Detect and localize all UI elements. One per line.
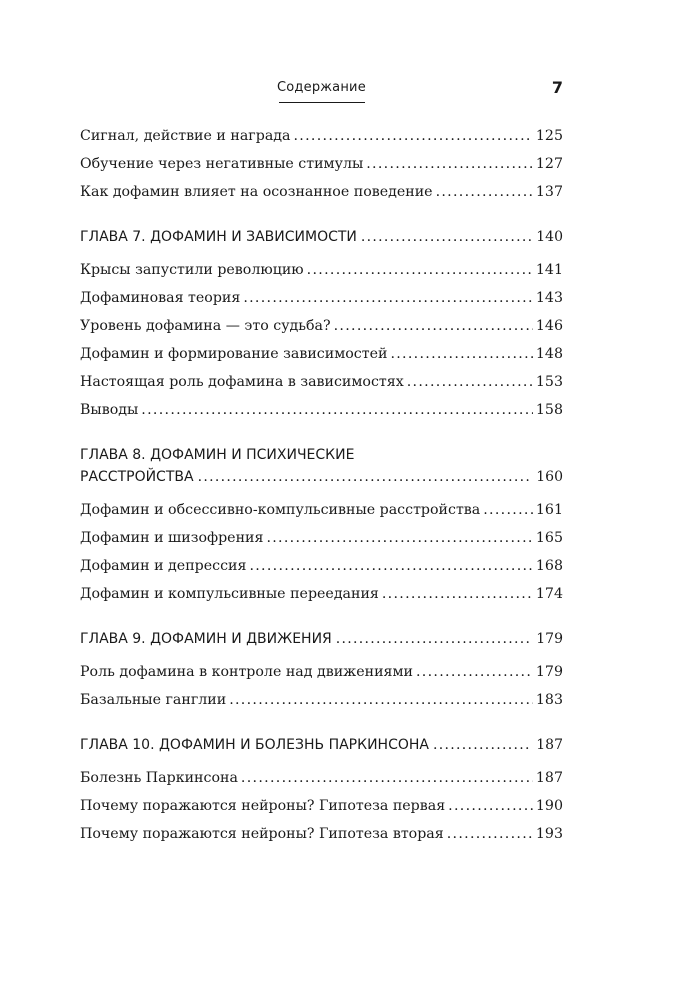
running-title-rule [279,102,365,103]
toc-leader-dots [249,554,532,579]
toc-entry-page: 179 [535,664,563,680]
toc-chapter-page: 140 [536,229,563,245]
toc-entry[interactable] [80,314,563,339]
toc-entry-title: Дофамин и депрессия [80,558,247,574]
toc-entry-title: Базальные ганглии [80,692,227,708]
toc-entry-title: Дофамин и обсессивно-компульсивные расстройства [80,502,481,518]
toc-entry-page: 127 [535,156,563,172]
toc-entry[interactable] [80,688,563,713]
toc-leader-dots [483,498,533,523]
toc-chapter-10[interactable] [80,734,563,756]
toc-leader-dots [390,342,532,367]
toc-entry[interactable] [80,554,563,579]
toc-leader-dots [382,582,533,607]
toc-entry-page: 165 [535,530,563,546]
toc-entry[interactable] [80,152,563,177]
toc-leader-dots [241,766,533,791]
toc-entry-title: Дофаминовая теория [80,290,241,306]
toc-group-chapter9 [80,660,563,713]
toc-chapter-page: 179 [536,631,563,647]
toc-entry-page: 183 [535,692,563,708]
toc-entry[interactable] [80,398,563,423]
toc-leader-dots [407,370,533,395]
toc-leader-dots [198,466,533,488]
table-of-contents [80,124,563,850]
toc-entry-title: Болезнь Паркинсона [80,770,238,786]
toc-leader-dots [447,822,533,847]
running-title: Содержание [277,80,366,95]
toc-entry-page: 153 [535,374,563,390]
toc-leader-dots [366,152,533,177]
toc-entry[interactable] [80,660,563,685]
toc-entry[interactable] [80,794,563,819]
toc-entry-title: Обучение через негативные стимулы [80,156,364,172]
toc-entry[interactable] [80,342,563,367]
toc-entry-title: Уровень дофамина — это судьба? [80,318,331,334]
toc-leader-dots [416,660,533,685]
toc-entry-page: 141 [535,262,563,278]
toc-chapter-7[interactable] [80,226,563,248]
toc-entry-page: 190 [535,798,563,814]
toc-chapter-title-line1: ГЛАВА 8. ДОФАМИН И ПСИХИЧЕСКИЕ [80,447,355,463]
toc-entry-page: 187 [535,770,563,786]
toc-entry-title: Настоящая роль дофамина в зависимостях [80,374,404,390]
page-number: 7 [551,78,563,97]
toc-entry[interactable] [80,124,563,149]
toc-leader-dots [229,688,533,713]
toc-entry-title: Почему поражаются нейроны? Гипотеза первая [80,798,446,814]
toc-chapter-title-line2: РАССТРОЙСТВА [80,469,194,485]
toc-chapter-title: ГЛАВА 9. ДОФАМИН И ДВИЖЕНИЯ [80,631,332,647]
toc-entry[interactable] [80,822,563,847]
toc-entry[interactable] [80,370,563,395]
toc-leader-dots [336,628,532,650]
toc-leader-dots [266,526,532,551]
toc-group-chapter6 [80,124,563,205]
toc-entry-title: Как дофамин влияет на осознанное поведение [80,184,433,200]
toc-entry[interactable] [80,498,563,523]
toc-leader-dots [436,180,533,205]
toc-leader-dots [307,258,533,283]
toc-entry-title: Дофамин и компульсивные переедания [80,586,379,602]
toc-entry-title: Роль дофамина в контроле над движениями [80,664,413,680]
toc-chapter-page: 187 [536,737,563,753]
toc-entry-title: Выводы [80,402,139,418]
toc-entry-page: 174 [535,586,563,602]
toc-entry[interactable] [80,766,563,791]
toc-leader-dots [361,226,532,248]
toc-entry-title: Дофамин и формирование зависимостей [80,346,388,362]
toc-entry-page: 158 [535,402,563,418]
toc-group-chapter8 [80,498,563,607]
toc-entry-page: 168 [535,558,563,574]
toc-leader-dots [293,124,532,149]
toc-leader-dots [448,794,533,819]
toc-entry-title: Дофамин и шизофрения [80,530,264,546]
toc-entry-page: 148 [535,346,563,362]
toc-entry-page: 193 [535,826,563,842]
toc-entry-page: 125 [535,128,563,144]
toc-entry-page: 146 [535,318,563,334]
toc-entry[interactable] [80,180,563,205]
toc-leader-dots [433,734,532,756]
toc-entry[interactable] [80,258,563,283]
toc-entry-page: 137 [535,184,563,200]
toc-chapter-title: ГЛАВА 10. ДОФАМИН И БОЛЕЗНЬ ПАРКИНСОНА [80,737,429,753]
toc-entry-title: Сигнал, действие и награда [80,128,291,144]
toc-entry[interactable] [80,526,563,551]
toc-chapter-page: 160 [536,469,563,485]
toc-entry-page: 143 [535,290,563,306]
toc-chapter-9[interactable] [80,628,563,650]
toc-leader-dots [243,286,533,311]
toc-chapter-8[interactable] [80,444,563,488]
toc-entry[interactable] [80,582,563,607]
toc-entry-title: Почему поражаются нейроны? Гипотеза вторая [80,826,444,842]
toc-leader-dots [141,398,533,423]
toc-entry-title: Крысы запустили революцию [80,262,304,278]
toc-group-chapter10 [80,766,563,847]
toc-entry[interactable] [80,286,563,311]
toc-leader-dots [334,314,533,339]
toc-chapter-title: ГЛАВА 7. ДОФАМИН И ЗАВИСИМОСТИ [80,229,357,245]
toc-group-chapter7 [80,258,563,423]
toc-entry-page: 161 [535,502,563,518]
